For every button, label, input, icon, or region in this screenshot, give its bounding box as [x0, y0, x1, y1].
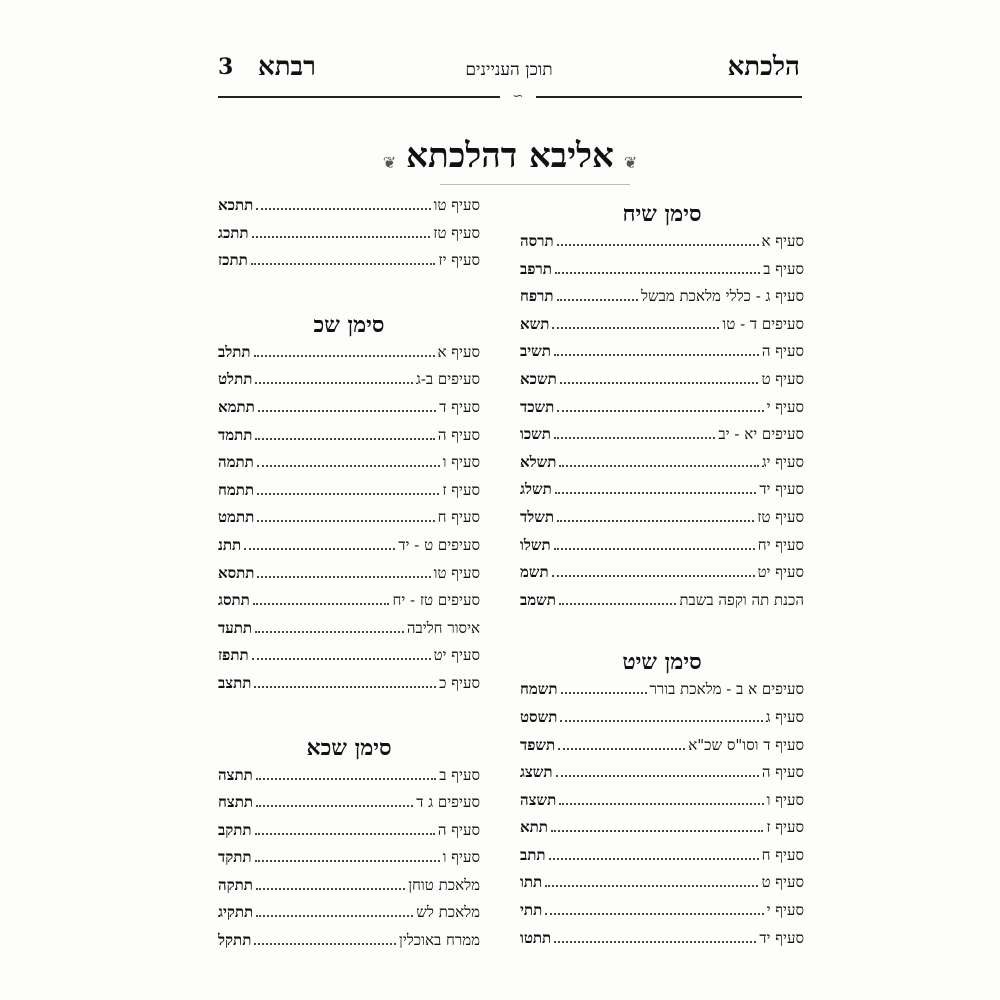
entry-label: סעיף ב	[439, 765, 480, 784]
entry-label: סעיף ה	[437, 820, 480, 839]
dot-leader	[559, 803, 763, 805]
entry-page: תשכא	[520, 369, 557, 388]
toc-entry	[520, 680, 804, 708]
toc-entry	[520, 315, 804, 343]
entry-page: תשסט	[520, 707, 558, 726]
dot-leader	[557, 520, 754, 522]
entry-page: תתלט	[218, 370, 253, 389]
dot-leader	[545, 913, 763, 915]
entry-label: סעיף ה	[761, 763, 804, 782]
dot-leader	[559, 465, 758, 467]
entry-page: תתסא	[218, 563, 255, 582]
dot-leader	[555, 272, 760, 274]
entry-label: סעיפים ד - טו	[722, 314, 804, 333]
dot-leader	[552, 575, 755, 577]
entry-label: סעיף יט	[433, 646, 480, 665]
section-title: תוכן העניינים	[465, 60, 553, 80]
toc-entry	[218, 224, 480, 252]
entry-page: תשלג	[520, 480, 552, 499]
entry-label: סעיף יז	[438, 251, 480, 270]
toc-entry	[218, 508, 480, 536]
toc-entry	[218, 196, 480, 224]
toc-entry	[218, 591, 480, 619]
entry-page: תשצג	[520, 763, 553, 782]
entry-page: תתסג	[218, 591, 250, 610]
toc-entry	[218, 646, 480, 674]
toc-entry	[520, 342, 804, 370]
section-heading: סימן שיח	[622, 201, 702, 227]
toc-entry	[520, 763, 804, 791]
entry-label: סעיפים יא - יב	[718, 425, 804, 444]
entry-label: סעיף ג - כללי מלאכת מבשל	[640, 287, 804, 306]
dot-leader	[257, 493, 439, 495]
toc-section	[218, 730, 480, 959]
entry-page: תתמד	[218, 425, 253, 444]
toc-entry	[520, 929, 804, 957]
toc-entry	[520, 818, 804, 846]
main-title	[218, 136, 802, 176]
entry-label: ממרח באוכלין	[399, 931, 480, 950]
dot-leader	[560, 382, 759, 384]
dot-leader	[255, 860, 440, 862]
entry-label: סעיף ח	[761, 845, 804, 864]
dot-leader	[554, 548, 755, 550]
toc-entry	[520, 563, 804, 591]
dot-leader	[251, 263, 436, 265]
entry-page: תתקה	[218, 875, 253, 894]
entry-page: תתנ	[218, 535, 242, 554]
toc-section	[520, 196, 804, 618]
entry-page: תרפב	[520, 259, 552, 278]
entry-label: סעיפים ב-ג	[415, 370, 480, 389]
toc-entry	[218, 793, 480, 821]
entry-label: סעיף ז	[766, 818, 804, 837]
entry-page: תשמ	[520, 563, 549, 582]
toc-entry	[218, 536, 480, 564]
entry-label: סעיף ט	[761, 369, 804, 388]
dot-leader	[552, 327, 719, 329]
entry-page: תתכא	[218, 196, 254, 214]
entry-page: תשלד	[520, 507, 554, 526]
entry-label: סעיפים א ב - מלאכת בורר	[649, 680, 804, 699]
toc-entry	[218, 903, 480, 931]
toc-entry	[218, 876, 480, 904]
book-title-left: הלכתא	[727, 52, 800, 82]
entry-label: סעיף י	[766, 397, 804, 416]
entry-label: סעיף ד וסו"ס שכ"א	[688, 735, 804, 754]
dot-leader	[556, 775, 759, 777]
toc-entry	[520, 398, 804, 426]
dot-leader	[258, 410, 436, 412]
toc-section	[218, 196, 480, 279]
toc-entry	[520, 453, 804, 481]
entry-label: איסור חליבה	[406, 618, 480, 637]
entry-page: תשכד	[520, 397, 555, 416]
entry-label: מלאכת טוחן	[408, 875, 480, 894]
dot-leader	[256, 888, 405, 890]
entry-page: תשלו	[520, 535, 551, 554]
dot-leader	[255, 631, 404, 633]
dot-leader	[555, 492, 757, 494]
right-column	[520, 196, 804, 956]
scroll-ornament-icon: ❦	[623, 153, 638, 172]
entry-page: תשיב	[520, 342, 551, 361]
left-column	[218, 196, 480, 959]
toc-entry	[218, 821, 480, 849]
entry-page: תרסה	[520, 232, 554, 250]
entry-label: סעיף ה	[437, 425, 480, 444]
entry-page: תתב	[520, 845, 546, 864]
dot-leader	[253, 603, 390, 605]
dot-leader	[252, 658, 431, 660]
toc-entry	[520, 508, 804, 536]
entry-label: סעיף ו	[442, 453, 480, 472]
entry-label: סעיף טו	[433, 563, 480, 582]
dot-leader	[255, 438, 434, 440]
entry-page: תתצב	[218, 673, 252, 692]
toc-section	[218, 307, 480, 702]
entry-label: סעיף א	[437, 342, 480, 361]
entry-page: תתצח	[218, 793, 254, 812]
entry-page: תתמט	[218, 508, 255, 527]
entry-page: תתעד	[218, 618, 252, 637]
toc-entry	[520, 901, 804, 929]
entry-label: סעיף ו	[442, 848, 480, 867]
entry-label: סעיף יד	[759, 480, 804, 499]
title-underline	[440, 184, 630, 185]
toc-entry	[218, 848, 480, 876]
dot-leader	[557, 244, 759, 246]
toc-entry	[218, 251, 480, 279]
entry-label: מלאכת לש	[416, 903, 480, 922]
entry-page: תתפז	[218, 646, 249, 665]
flourish-icon: ∽	[500, 90, 536, 104]
dot-leader	[257, 465, 440, 467]
dot-leader	[257, 576, 430, 578]
toc-entry	[218, 564, 480, 592]
entry-label: סעיף ג	[765, 707, 804, 726]
dot-leader	[254, 943, 396, 945]
toc-entry	[218, 426, 480, 454]
dot-leader	[256, 805, 413, 807]
entry-page: תתי	[520, 901, 543, 920]
dot-leader	[545, 885, 758, 887]
toc-entry	[520, 536, 804, 564]
section-heading: סימן שיט	[622, 649, 702, 676]
entry-label: סעיפים טז - יח	[392, 591, 480, 610]
dot-leader	[558, 748, 685, 750]
entry-page: תתלב	[218, 342, 251, 361]
entry-page: תשמב	[520, 590, 556, 609]
toc-entry	[520, 736, 804, 764]
dot-leader	[554, 354, 759, 356]
dot-leader	[557, 410, 763, 412]
toc-entry	[218, 370, 480, 398]
entry-label: סעיפים ג ד	[416, 793, 480, 812]
toc-entry	[218, 674, 480, 702]
dot-leader	[561, 692, 647, 694]
dot-leader	[255, 833, 435, 835]
entry-page: תתא	[520, 818, 548, 837]
section-heading: סימן שכ	[313, 311, 385, 338]
dot-leader	[256, 915, 413, 917]
entry-page: תשמח	[520, 680, 558, 699]
dot-leader	[549, 858, 759, 860]
entry-page: תתקב	[218, 820, 252, 839]
dot-leader	[256, 208, 430, 210]
entry-label: סעיף י	[766, 901, 804, 920]
toc-entry	[520, 591, 804, 619]
entry-page: תתטו	[520, 928, 552, 947]
entry-page: תשכו	[520, 425, 551, 444]
entry-label: סעיף כ	[439, 673, 480, 692]
toc-entry	[520, 287, 804, 315]
dot-leader	[257, 520, 434, 522]
toc-entry	[218, 398, 480, 426]
page-number: 3	[218, 54, 234, 80]
toc-entry	[218, 481, 480, 509]
entry-page: תתקל	[218, 931, 252, 950]
dot-leader	[252, 236, 431, 238]
entry-page: תתצה	[218, 765, 253, 784]
section-heading: סימן שכא	[306, 734, 392, 761]
dot-leader	[255, 382, 413, 384]
entry-page: תרפח	[520, 287, 554, 306]
toc-entry	[218, 766, 480, 794]
dot-leader	[244, 548, 395, 550]
entry-page: תתו	[520, 873, 543, 892]
main-title-text: אליבא דהלכתא	[406, 136, 614, 176]
toc-entry	[520, 846, 804, 874]
entry-label: סעיף א	[761, 232, 804, 250]
entry-page: תתקיג	[218, 903, 254, 922]
entry-label: סעיף יד	[759, 928, 804, 947]
toc-entry	[218, 343, 480, 371]
entry-page: תתכג	[218, 223, 249, 242]
running-header	[218, 52, 800, 92]
toc-entry	[520, 708, 804, 736]
entry-label: סעיף ו	[766, 790, 804, 809]
entry-label: סעיף טז	[757, 507, 804, 526]
toc-entry	[218, 619, 480, 647]
toc-entry	[218, 931, 480, 959]
entry-label: סעיף ז	[442, 480, 480, 499]
entry-label: סעיף ב	[763, 259, 804, 278]
toc-entry	[520, 791, 804, 819]
dot-leader	[254, 686, 436, 688]
entry-label: הכנת תה וקפה בשבת	[679, 590, 804, 609]
entry-page: תתמא	[218, 397, 255, 416]
dot-leader	[557, 299, 638, 301]
toc-entry	[520, 232, 804, 260]
entry-page: תתכז	[218, 251, 248, 270]
entry-label: סעיף יט	[757, 563, 804, 582]
dot-leader	[551, 830, 763, 832]
entry-page: תתמה	[218, 453, 254, 472]
entry-page: תשפד	[520, 735, 556, 754]
entry-page: תתמח	[218, 480, 255, 499]
toc-entry	[520, 873, 804, 901]
entry-label: סעיף ד	[439, 397, 480, 416]
toc-section	[520, 644, 804, 956]
entry-page: תשצה	[520, 790, 557, 809]
toc-entry	[520, 370, 804, 398]
entry-page: תתקד	[218, 848, 252, 867]
dot-leader	[256, 778, 436, 780]
dot-leader	[559, 603, 676, 605]
entry-page: תשלא	[520, 452, 557, 471]
entry-label: סעיף ח	[437, 508, 480, 527]
entry-label: סעיף ה	[761, 342, 804, 361]
entry-label: סעיף טז	[433, 223, 480, 242]
entry-label: סעיף יג	[761, 452, 804, 471]
entry-label: סעיף ט	[761, 873, 804, 892]
entry-page: תשא	[520, 314, 550, 333]
toc-entry	[520, 425, 804, 453]
entry-label: סעיפים ט - יד	[398, 535, 480, 554]
toc-entry	[520, 480, 804, 508]
dot-leader	[254, 355, 435, 357]
toc-entry	[218, 453, 480, 481]
entry-label: סעיף יח	[757, 535, 804, 554]
dot-leader	[560, 720, 762, 722]
scroll-ornament-icon: ❦	[382, 153, 397, 172]
entry-label: סעיף טו	[433, 196, 480, 214]
book-title-right: רבתא	[258, 52, 316, 82]
dot-leader	[554, 941, 756, 943]
dot-leader	[554, 437, 715, 439]
toc-entry	[520, 260, 804, 288]
